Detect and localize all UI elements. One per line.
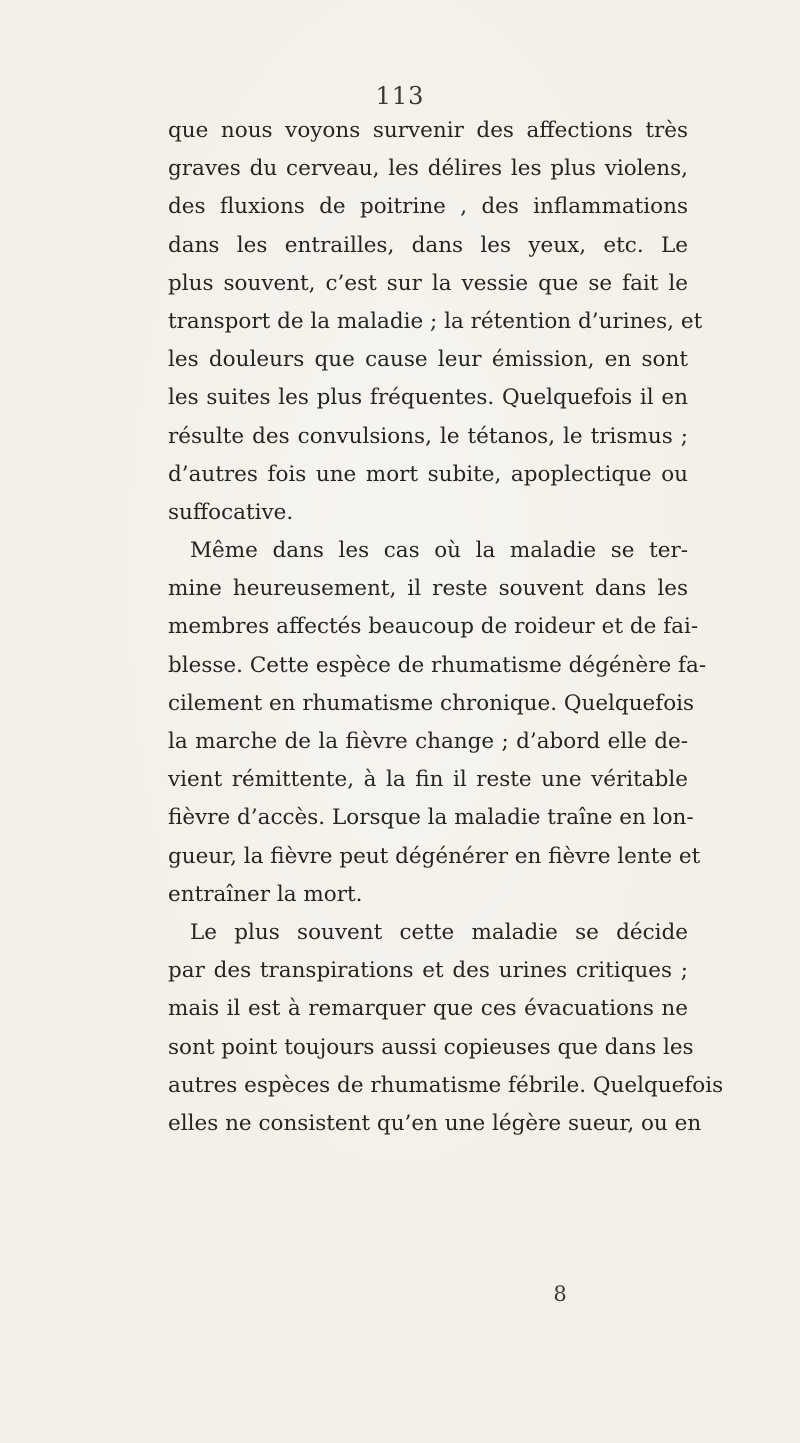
text-line: blesse. Cette espèce de rhumatisme dégénère fa- — [168, 652, 707, 678]
text-line: d’autres fois une mort subite, apoplectique ou — [168, 461, 688, 487]
text-line: plus souvent, c’est sur la vessie que se fait le — [168, 270, 688, 296]
text-line: les douleurs que cause leur émission, en sont — [168, 347, 688, 373]
text-line: sont point toujours aussi copieuses que dans les — [168, 1034, 694, 1060]
text-line: cilement en rhumatisme chronique. Quelquefois — [168, 690, 695, 716]
text-line: des fluxions de poitrine , des inflammations — [168, 194, 688, 220]
page-number: 113 — [375, 82, 425, 110]
text-line: membres affectés beaucoup de roideur et de fai- — [168, 614, 699, 640]
signature-mark: 8 — [553, 1282, 567, 1306]
text-line: Le plus souvent cette maladie se décide — [190, 919, 688, 945]
body-text — [168, 112, 724, 1143]
text-line: vient rémittente, à la fin il reste une véritable — [168, 767, 688, 793]
text-line: entraîner la mort. — [168, 881, 363, 907]
text-line: autres espèces de rhumatisme fébrile. Quelquefois — [168, 1072, 724, 1098]
text-line: fièvre d’accès. Lorsque la maladie traîne en lon- — [168, 805, 694, 831]
text-line: graves du cerveau, les délires les plus violens, — [168, 156, 688, 182]
text-line: résulte des convulsions, le tétanos, le trismus ; — [168, 423, 688, 449]
text-line: transport de la maladie ; la rétention d’urines, et — [168, 308, 703, 334]
text-line: mine heureusement, il reste souvent dans les — [168, 576, 688, 602]
text-line: les suites les plus fréquentes. Quelquefois il en — [168, 385, 688, 411]
text-line: suffocative. — [168, 499, 294, 525]
text-line: elles ne consistent qu’en une légère sueur, ou en — [168, 1110, 702, 1136]
text-line: dans les entrailles, dans les yeux, etc. Le — [168, 232, 688, 258]
text-line: gueur, la fièvre peut dégénérer en fièvre lente et — [168, 843, 701, 869]
text-line: que nous voyons survenir des affections très — [168, 118, 688, 143]
text-line: par des transpirations et des urines critiques ; — [168, 958, 688, 984]
text-line: mais il est à remarquer que ces évacuations ne — [168, 996, 688, 1022]
text-line: la marche de la fièvre change ; d’abord elle de- — [168, 729, 688, 754]
text-line: Même dans les cas où la maladie se ter- — [190, 538, 688, 564]
